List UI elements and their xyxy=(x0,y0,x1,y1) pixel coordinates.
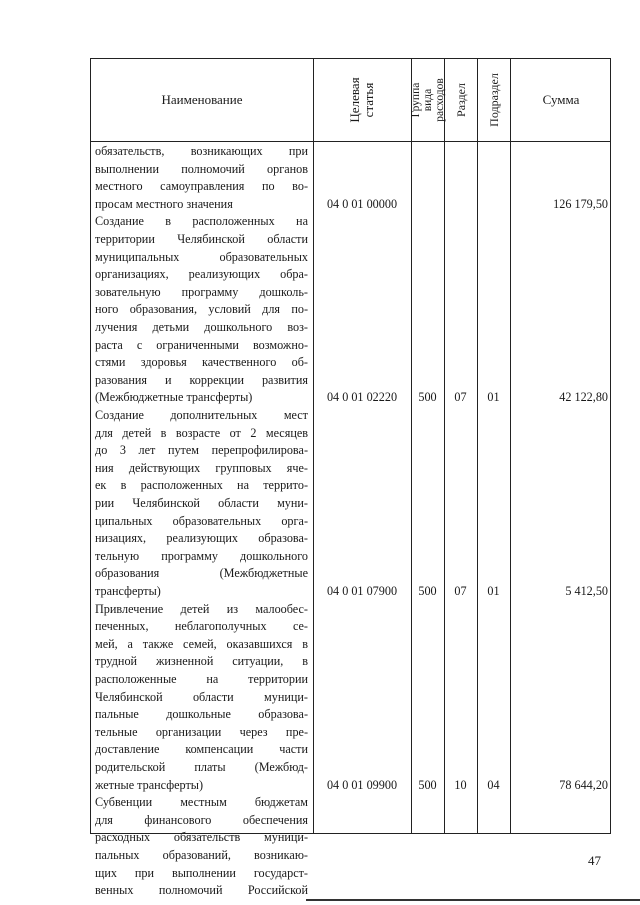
header-sum-text: Сумма xyxy=(542,92,580,107)
row-name xyxy=(95,213,308,407)
row-name-line: мей, а также семей, оказавшихся в xyxy=(95,636,308,651)
row-name-line: трансферты) xyxy=(95,583,161,598)
col-divider xyxy=(411,59,412,833)
row-sum: 126 179,50 xyxy=(553,196,608,211)
header-section-text: Раздел xyxy=(453,83,468,117)
col-divider xyxy=(510,59,511,833)
row-sum: 42 122,80 xyxy=(559,390,608,405)
row-name-line: пальные дошкольные образова- xyxy=(95,707,308,722)
row-name-line: просам местного значения xyxy=(95,196,233,211)
row-name-line: выполнении полномочий органов xyxy=(95,161,308,176)
row-expense-group: 500 xyxy=(418,777,437,792)
row-subsection: 04 xyxy=(487,777,500,792)
row-name-line: для финансового обеспечения xyxy=(95,812,308,827)
row-target-code: 04 0 01 07900 xyxy=(326,584,398,598)
row-name-line: раста с ограниченными возможно- xyxy=(95,337,308,352)
row-name-line: низациях, реализующих образова- xyxy=(95,531,308,546)
footer-rule xyxy=(306,899,640,901)
row-name-line: тельную программу дошкольного xyxy=(95,548,308,563)
row-name-line: расходных обязательств муници- xyxy=(95,830,308,845)
row-name-line: стями здоровья качественного об- xyxy=(95,355,308,370)
header-subsection-text: Подраздел xyxy=(486,73,501,127)
row-name-line: обязательств, возникающих при xyxy=(95,144,308,158)
row-name-line: муниципальных образовательных xyxy=(95,249,308,264)
row-name-line: лучения детьми дошкольного воз- xyxy=(95,319,308,334)
header-group-text: Группа вида расходов xyxy=(409,78,446,122)
row-section: 07 xyxy=(454,584,467,598)
row-section: 10 xyxy=(454,777,467,792)
row-name-line: расположенные на территории xyxy=(95,671,308,686)
row-name-line: образования (Межбюджетные xyxy=(95,566,308,581)
row-target-code: 04 0 01 09900 xyxy=(326,777,398,792)
header-name xyxy=(91,59,313,141)
row-name-line: тельные организации через пре- xyxy=(95,724,308,739)
row-target-code: 04 0 01 00000 xyxy=(326,196,398,211)
budget-table xyxy=(90,58,611,898)
header-target-text: Целевая статья xyxy=(347,77,376,123)
row-name-line: трудной жизненной ситуации, в xyxy=(95,654,308,669)
row-subsection: 01 xyxy=(487,390,500,405)
row-expense-group: 500 xyxy=(418,390,437,405)
header-section xyxy=(444,59,477,141)
row-sum: 78 644,20 xyxy=(559,777,608,792)
row-target-code: 04 0 01 02220 xyxy=(326,390,398,405)
row-name-line: местного самоуправления по во- xyxy=(95,179,308,194)
row-subsection: 01 xyxy=(487,584,500,598)
row-name-line: щих при выполнении государст- xyxy=(95,865,308,880)
col-divider xyxy=(313,59,314,833)
header-name-text: Наименование xyxy=(161,92,243,107)
header-group xyxy=(411,59,444,141)
row-name-line: пальных образований, возникаю- xyxy=(95,847,308,862)
row-name-line: ного образования, условий для по- xyxy=(95,302,308,317)
row-name-line: Челябинской области муници- xyxy=(95,689,308,704)
row-name-line: ния действующих групповых яче- xyxy=(95,460,308,475)
row-name-line: Привлечение детей из малообес- xyxy=(95,601,308,616)
row-name-line: рии Челябинской области муни- xyxy=(95,495,308,510)
row-sum: 5 412,50 xyxy=(565,584,608,598)
row-name-line: зовательную программу дошколь- xyxy=(95,284,308,299)
col-divider xyxy=(477,59,478,833)
row-name-line: до 3 лет путем перепрофилирова- xyxy=(95,443,308,458)
row-name-line: организациях, реализующих обра- xyxy=(95,267,308,282)
row-name-line: территории Челябинской области xyxy=(95,231,308,246)
header-divider xyxy=(91,141,610,142)
row-expense-group: 500 xyxy=(418,584,437,598)
col-divider xyxy=(444,59,445,833)
row-name xyxy=(95,794,308,900)
row-name-line: доставление компенсации части xyxy=(95,742,308,757)
row-name-line: жетные трансферты) xyxy=(95,777,204,792)
header-sum xyxy=(510,59,612,141)
row-name-line: (Межбюджетные трансферты) xyxy=(95,390,253,405)
row-name-line: Создание в расположенных на xyxy=(95,214,308,229)
row-name-line: ек в расположенных на террито- xyxy=(95,478,308,493)
header-subsection xyxy=(477,59,510,141)
row-name xyxy=(95,601,308,795)
row-name-line: родительской платы (Межбюд- xyxy=(95,759,308,774)
row-name xyxy=(95,143,308,213)
header-target xyxy=(313,59,411,141)
row-name-line: ципальных образовательных орга- xyxy=(95,513,308,528)
row-section: 07 xyxy=(454,390,467,405)
row-name-line: Субвенции местным бюджетам xyxy=(95,795,308,810)
row-name-line: разования и коррекции развития xyxy=(95,372,308,387)
page-number: 47 xyxy=(588,853,601,868)
row-name-line: печенных, неблагополучных се- xyxy=(95,619,308,634)
row-name-line: для детей в возрасте от 2 месяцев xyxy=(95,425,308,440)
row-name-line: венных полномочий Российской xyxy=(95,883,308,898)
row-name-line: Создание дополнительных мест xyxy=(95,408,308,422)
row-name xyxy=(95,407,308,601)
